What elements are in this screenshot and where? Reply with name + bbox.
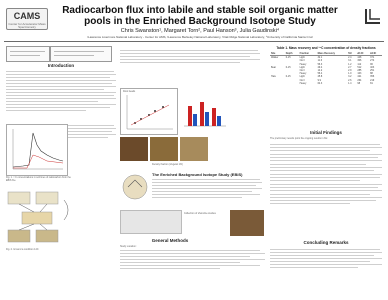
table-cell: Heavy: [299, 72, 307, 76]
authors: Chris Swanston¹, Margaret Torn², Paul Hanson³, Julia Gaudinski⁴: [120, 28, 280, 34]
ebis-heading: The Enriched Background Isotope Study (EBIS): [152, 172, 243, 177]
findings-intro: The preliminary results point the ongoing results in fits:: [270, 137, 328, 140]
density-bars: [180, 88, 228, 133]
table-header-cell: Mass Recovery: [317, 52, 348, 56]
fig2-caption: Fig. 2. Ground a condition 14C: [6, 248, 39, 251]
table-cell: 25.8: [317, 75, 323, 79]
table-cell: Occl: [299, 69, 305, 73]
table-cell: 512: [357, 65, 362, 69]
table-cell: 2.4: [348, 56, 352, 60]
table-cell: Occl: [299, 78, 305, 82]
findings-heading: Initial Findings: [310, 130, 342, 135]
table-cell: 96: [370, 62, 373, 66]
table-cell: Light: [299, 56, 305, 60]
ebis-text: [152, 178, 262, 206]
table-header-cell: %C: [347, 52, 356, 56]
table-cell: 2.6: [348, 78, 352, 82]
poster-title: [50, 5, 350, 27]
table-cell: 9.9: [317, 78, 321, 82]
table-header-cell: Δ14C: [356, 52, 369, 56]
table-cell: 0-15: [285, 65, 291, 69]
left-figure-box-2: [50, 46, 112, 62]
table-cell: 219: [370, 78, 375, 82]
mid-top-text: [120, 46, 260, 84]
table-cell: 371: [370, 56, 375, 60]
table-cell: 29.4: [317, 65, 323, 69]
logo-text: CAMS: [13, 11, 41, 21]
table-header-cell: Fraction: [299, 52, 317, 56]
density-bar-chart: [180, 88, 228, 133]
table-cell: 285: [357, 69, 362, 73]
table-cell: 98: [357, 81, 361, 85]
table-cell: 56.4: [317, 72, 323, 76]
table-title: Table 1. Mass recovery and ¹⁴C concentration of density fractions: [276, 46, 376, 50]
table-cell: 81: [370, 81, 373, 85]
table-cell: 251: [370, 69, 375, 73]
table-cell: 403: [370, 65, 375, 69]
table-cell: 11.6: [317, 59, 323, 63]
fig1-side-text: [68, 124, 116, 174]
table-cell: Occl: [299, 59, 305, 63]
table-cell: 1.0: [348, 72, 352, 76]
bar-2: [193, 114, 197, 126]
findings-text: [270, 142, 382, 242]
table-cell: 103: [357, 72, 362, 76]
table-cell: [270, 82, 285, 85]
site-photo: [230, 210, 264, 236]
table-cell: Light: [299, 65, 305, 69]
conclusions-text: [270, 247, 382, 287]
site-caption: Collection of shoreline studies: [184, 212, 216, 215]
table-cell: 2.9: [348, 69, 352, 73]
table-cell: 1.2: [348, 62, 352, 66]
density-caption: Density fraction (Vegetal 1%): [152, 163, 183, 166]
ebis-icon: [120, 172, 150, 202]
table-cell: 32.1: [317, 56, 323, 60]
table-header-cell: Site: [270, 52, 285, 56]
table-cell: 14.2: [317, 69, 323, 73]
fig1-line-chart: [7, 125, 67, 175]
soil-photo-1: [120, 137, 148, 161]
table-cell: [285, 82, 299, 85]
root-plot-title: Root beads: [123, 90, 136, 93]
table-cell: 88: [370, 72, 373, 76]
table-cell: 3.2: [348, 75, 352, 79]
header-rule: [4, 41, 384, 42]
cams-logo: [6, 8, 48, 30]
table-cell: Light: [299, 75, 305, 79]
table-cell: 0-15: [285, 75, 291, 79]
logo-subtext: Center for Accelerator Mass Spectrometry: [8, 22, 46, 29]
table-cell: 112: [357, 62, 362, 66]
ebis-diagram: [120, 172, 150, 202]
table-header-cell: Δ14C: [369, 52, 382, 56]
methods-text: [120, 245, 265, 285]
soil-photo-3: [180, 137, 208, 161]
table-cell: 306: [357, 59, 362, 63]
soil-photo-2: [150, 137, 178, 161]
bar-3: [200, 102, 204, 126]
bar-1: [188, 106, 192, 126]
table-cell: 448: [357, 56, 362, 60]
table-cell: Walker: [271, 56, 279, 60]
site-diagram-box: [120, 210, 182, 234]
table-cell: 56.3: [317, 62, 323, 66]
bar-4: [205, 112, 209, 126]
table-row: [270, 82, 382, 85]
fig2-diagram: [6, 190, 86, 245]
bar-5: [212, 108, 216, 126]
table-cell: 421: [357, 75, 362, 79]
fig1-caption: Fig. 1. ¹⁴C concentrations in soil lines of radiocarbon from the EBIS fire.: [6, 176, 71, 182]
table-cell: 3.1: [348, 59, 352, 63]
methods-heading: General Methods: [151, 238, 189, 243]
table-header-cell: Depth: [285, 52, 299, 56]
table-cell: 274: [370, 59, 375, 63]
title-line-2: pools in the Enriched Background Isotope Study: [84, 16, 316, 27]
left-figure-box: [6, 46, 50, 62]
table-cell: Heavy: [299, 62, 307, 66]
intro-text: [6, 70, 116, 122]
bar-6: [217, 116, 221, 126]
table-cell: Haw: [271, 75, 276, 79]
table-cell: 0-15: [285, 56, 291, 60]
llnl-logo-icon: [364, 7, 382, 25]
table-cell: 264: [357, 78, 362, 82]
affiliations: ¹Lawrence Livermore National Laboratory - Center for AMS, ²Lawrence Berkeley National Laboratory, ³Oak Ridge National Laboratory, ⁴University of California Santa Cruz: [87, 35, 313, 39]
root-plot: [120, 88, 178, 135]
results-table: [270, 52, 382, 85]
table-cell: 64.3: [317, 81, 323, 85]
carbon-cycle-diagram: [6, 190, 86, 245]
conclusions-heading: Concluding Remarks: [303, 240, 349, 245]
table-cell: 1.4: [348, 81, 352, 85]
table-cell: Bear: [271, 65, 277, 69]
intro-heading: Introduction: [47, 63, 75, 68]
table-cell: 356: [370, 75, 375, 79]
table-cell: 2.7: [348, 65, 352, 69]
root-scatter-chart: [121, 89, 177, 134]
table-cell: Heavy: [299, 81, 307, 85]
title-line-1: Radiocarbon flux into labile and stable soil organic matter: [62, 5, 338, 16]
study-location-label: Study Location:: [120, 245, 137, 248]
fig1-plot: [6, 124, 68, 176]
